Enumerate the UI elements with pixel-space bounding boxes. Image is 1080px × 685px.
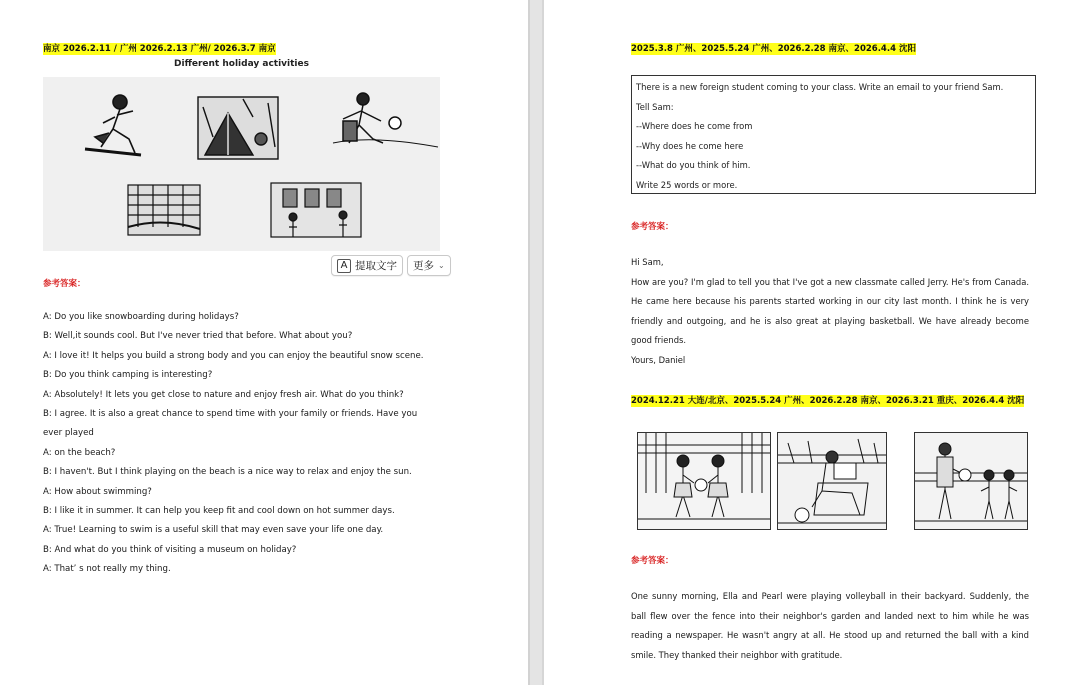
chevron-down-icon: ⌄ — [438, 261, 445, 270]
comic-panel-1[interactable] — [637, 432, 771, 530]
task-line: --Why does he come here — [636, 140, 744, 151]
task-line: Tell Sam: — [636, 101, 674, 112]
more-button[interactable] — [407, 255, 451, 276]
exam-source-text-1: 2025.3.8 广州、2025.5.24 广州、2026.2.28 南京、2026.4.4 沈阳 — [631, 44, 916, 54]
task-line: Write 25 words or more. — [636, 179, 738, 190]
holiday-activities-illustration — [43, 77, 440, 251]
dialogue-line: B: Well,it sounds cool. But I've never tried that before. What about you? — [43, 331, 353, 342]
holiday-activities-image[interactable] — [43, 77, 440, 251]
dialogue-line: ever played — [43, 428, 94, 439]
email-body: How are you? I'm glad to tell you that I've got a new classmate called Jerry. He's from Canada. He came here because his parents started working in our city last month. I think he is very friendly and outgoing, and he is also great at playing basketball. We have already become good friends. — [631, 276, 1029, 345]
dialogue-line: A: I love it! It helps you build a strong body and you can enjoy the beautiful snow scene. — [43, 350, 424, 361]
reference-answer-label-1: 参考答案： — [631, 222, 674, 232]
dialogue-line: A: That’ s not really my thing. — [43, 564, 171, 575]
exam-source-header — [43, 40, 276, 55]
right-page — [544, 0, 1080, 685]
email-greeting: Hi Sam, — [631, 257, 664, 267]
comic-panel-3[interactable] — [914, 432, 1028, 530]
dialogue-line: A: Absolutely! It lets you get close to nature and enjoy fresh air. What do you think? — [43, 389, 404, 400]
task-line: There is a new foreign student coming to your class. Write an email to your friend Sam. — [636, 82, 1004, 92]
dialogue-line: A: Do you like snowboarding during holidays? — [43, 312, 239, 322]
dialogue-line: A: True! Learning to swim is a useful skill that may even save your life one day. — [43, 525, 384, 536]
ocr-toolbar — [331, 255, 451, 276]
dialogue-line: B: And what do you think of visiting a museum on holiday? — [43, 544, 297, 555]
section-title: Different holiday activities — [174, 59, 309, 69]
page-gutter — [528, 0, 544, 685]
dialogue-line: B: Do you think camping is interesting? — [43, 370, 213, 381]
girls-volleyball-illustration — [638, 433, 770, 529]
dialogue-line: B: I haven't. But I think playing on the beach is a nice way to relax and enjoy the sun. — [43, 467, 412, 478]
exam-source-text: 南京 2026.2.11 / 广州 2026.2.13 广州/ 2026.3.7 南京 — [43, 44, 276, 54]
story-answer: One sunny morning, Ella and Pearl were playing volleyball in their backyard. Suddenly, the ball flew over the fence into their neighbor's garden and landed next to him while he was reading a newspaper. He wasn't angry at all. He stood up and returned the ball with a kind smile. They thanked their neighbor with gratitude. — [631, 591, 1029, 660]
reference-answer-label-2: 参考答案： — [631, 556, 674, 566]
task-line: --Where does he come from — [636, 121, 753, 131]
email-answer — [631, 253, 1029, 370]
dialogue-line: B: I agree. It is also a great chance to spend time with your family or friends. Have you — [43, 409, 418, 420]
dialogue-line: A: How about swimming? — [43, 486, 152, 497]
returning-ball-illustration — [915, 433, 1027, 529]
text-recognition-icon: A — [337, 259, 351, 273]
extract-text-button[interactable] — [331, 255, 403, 276]
comic-panel-2[interactable] — [777, 432, 887, 530]
task-line: --What do you think of him. — [636, 160, 751, 170]
exam-source-header-1 — [631, 40, 916, 55]
more-label: 更多 — [413, 260, 434, 272]
writing-task-box — [631, 75, 1036, 194]
neighbor-reading-illustration — [778, 433, 886, 529]
dialogue-line: A: on the beach? — [43, 447, 116, 458]
extract-text-label: 提取文字 — [355, 260, 397, 272]
email-signoff: Yours, Daniel — [631, 354, 686, 365]
dialogue-line: B: I like it in summer. It can help you keep fit and cool down on hot summer days. — [43, 506, 395, 517]
dialogue-list — [43, 308, 443, 580]
exam-source-header-2 — [631, 392, 1024, 407]
left-page — [0, 0, 528, 685]
exam-source-text-2: 2024.12.21 大连/北京、2025.5.24 广州、2026.2.28 南京、2026.3.21 重庆、2026.4.4 沈阳 — [631, 396, 1025, 406]
reference-answer-label: 参考答案： — [43, 279, 86, 289]
